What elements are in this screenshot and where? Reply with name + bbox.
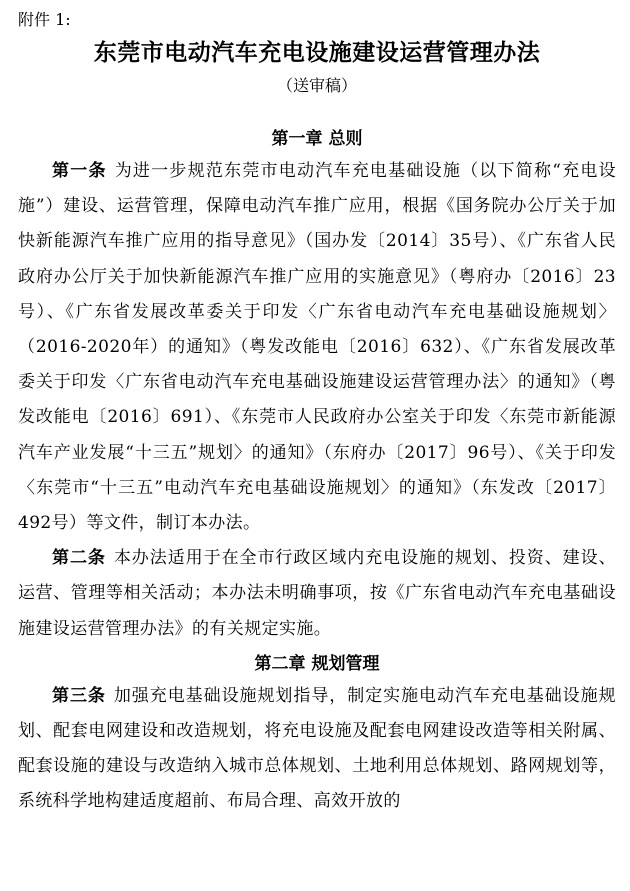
article-2 (18, 541, 616, 647)
document-subtitle: （送审稿） (276, 76, 357, 95)
article-1 (18, 154, 616, 541)
article-2-text: 本办法适用于在全市行政区域内充电设施的规划、投资、建设、运营、管理等相关活动；本办法未明确事项，按《广东省电动汽车充电基础设施建设运营管理办法》的有关规定实施。 (18, 548, 616, 639)
article-2-label: 第二条 (52, 548, 106, 569)
chapter-2-title: 第二章 规划管理 (254, 653, 380, 674)
article-3-text: 加强充电基础设施规划指导，制定实施电动汽车充电基础设施规划、配套电网建设和改造规划，将充电设施及配套电网建设改造等相关附属、配套设施的建设与改造纳入城市总体规划、土地利用总体规划、路网规划等，系统科学地构建适度超前、布局合理、高效开放的 (18, 685, 616, 812)
article-3 (18, 679, 616, 820)
document-title: 东莞市电动汽车充电设施建设运营管理办法 (93, 40, 541, 66)
article-1-text: 为进一步规范东莞市电动汽车充电基础设施（以下简称“充电设施”）建设、运营管理，保障电动汽车推广应用，根据《国务院办公厅关于加快新能源汽车推广应用的指导意见》（国办发〔2014〕35号）、《广东省人民政府办公厅关于加快新能源汽车推广应用的实施意见》（粤府办〔2016〕23号）、《广东省发展改革委关于印发〈广东省电动汽车充电基础设施规划〉（2016-2020年）的通知》（粤发改能电〔2016〕632）、《广东省发展改革委关于印发〈广东省电动汽车充电基础设施建设运营管理办法〉的通知》（粤发改能电〔2016〕691）、《东莞市人民政府办公室关于印发〈东莞市新能源汽车产业发展“十三五”规划〉的通知》（东府办〔2017〕96号）、《关于印发〈东莞市“十三五”电动汽车充电基础设施规划〉的通知》（东发改〔2017〕492号）等文件，制订本办法。 (18, 161, 617, 534)
article-1-label: 第一条 (52, 161, 107, 181)
article-3-label: 第三条 (52, 685, 106, 706)
attachment-label: 附件 1: (18, 10, 71, 29)
chapter-1-title: 第一章 总则 (271, 129, 363, 149)
